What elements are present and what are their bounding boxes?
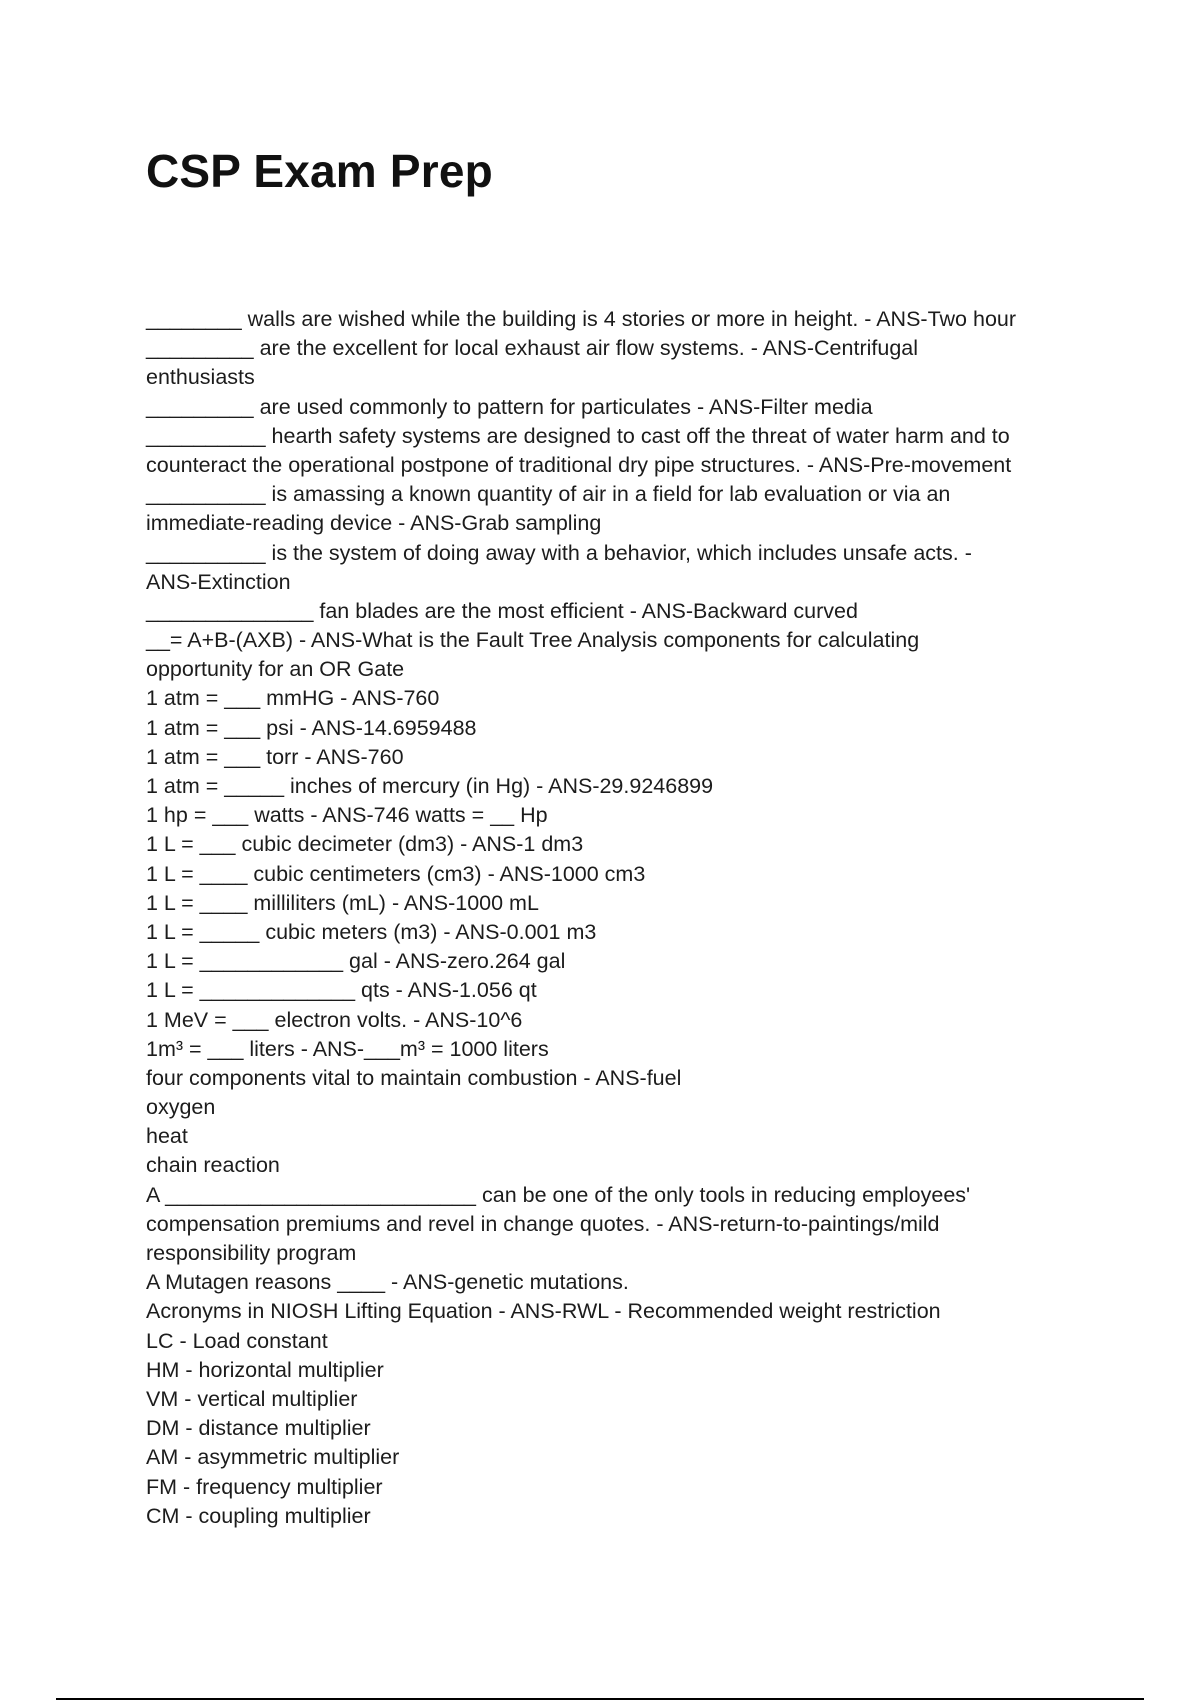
list-item: DM - distance multiplier (146, 1416, 371, 1441)
list-item: CM - coupling multiplier (146, 1503, 371, 1528)
list-item: 1 L = _____________ qts - ANS-1.056 qt (146, 978, 537, 1003)
question-list (146, 305, 1066, 1531)
list-item: 1 atm = ___ mmHG - ANS-760 (146, 686, 440, 711)
list-item: 1m³ = ___ liters - ANS-___m³ = 1000 liters (146, 1036, 549, 1061)
list-item: opportunity for an OR Gate (146, 657, 405, 682)
list-item: 1 atm = ___ psi - ANS-14.6959488 (146, 715, 477, 740)
list-item: counteract the operational postpone of traditional dry pipe structures. - ANS-Pre-movement (146, 452, 1012, 477)
list-item: oxygen (146, 1095, 216, 1120)
list-item: heat (146, 1124, 188, 1149)
list-item: __= A+B-(AXB) - ANS-What is the Fault Tree Analysis components for calculating (146, 628, 920, 653)
list-item: ANS-Extinction (146, 569, 291, 594)
list-item: VM - vertical multiplier (146, 1386, 358, 1411)
list-item: 1 MeV = ___ electron volts. - ANS-10^6 (146, 1007, 523, 1032)
list-item: LC - Load constant (146, 1328, 328, 1353)
page-title: CSP Exam Prep (146, 145, 493, 197)
list-item: 1 atm = ___ torr - ANS-760 (146, 744, 404, 769)
list-item: __________ is the system of doing away with a behavior, which includes unsafe acts. - (146, 540, 972, 565)
list-item: Acronyms in NIOSH Lifting Equation - ANS-RWL - Recommended weight restriction (146, 1299, 941, 1324)
list-item: 1 L = _____ cubic meters (m3) - ANS-0.001 m3 (146, 919, 597, 944)
list-item: ______________ fan blades are the most efficient - ANS-Backward curved (146, 598, 858, 623)
list-item: A Mutagen reasons ____ - ANS-genetic mutations. (146, 1270, 629, 1295)
list-item: compensation premiums and revel in change quotes. - ANS-return-to-paintings/mild (146, 1211, 940, 1236)
list-item: __________ hearth safety systems are designed to cast off the threat of water harm and to (146, 423, 1010, 448)
list-item: __________ is amassing a known quantity of air in a field for lab evaluation or via an (146, 482, 951, 507)
list-item: 1 atm = _____ inches of mercury (in Hg) - ANS-29.9246899 (146, 774, 714, 798)
list-item: _________ are the excellent for local exhaust air flow systems. - ANS-Centrifugal (146, 336, 919, 361)
list-item: responsibility program (146, 1241, 357, 1265)
list-item: FM - frequency multiplier (146, 1474, 383, 1499)
list-item: 1 L = ____________ gal - ANS-zero.264 gal (146, 949, 566, 974)
list-item: four components vital to maintain combustion - ANS-fuel (146, 1065, 682, 1090)
list-item: ________ walls are wished while the building is 4 stories or more in height. - ANS-Two hour (146, 307, 1017, 331)
list-item: AM - asymmetric multiplier (146, 1445, 400, 1470)
list-item: immediate-reading device - ANS-Grab sampling (146, 511, 602, 536)
list-item: A __________________________ can be one of the only tools in reducing employees' (146, 1182, 971, 1207)
list-item: HM - horizontal multiplier (146, 1357, 384, 1382)
list-item: 1 L = ___ cubic decimeter (dm3) - ANS-1 dm3 (146, 832, 584, 857)
list-item: enthusiasts (146, 365, 255, 390)
list-item: 1 L = ____ cubic centimeters (cm3) - ANS-1000 cm3 (146, 861, 646, 886)
list-item: chain reaction (146, 1153, 280, 1178)
list-item: 1 hp = ___ watts - ANS-746 watts = __ Hp (146, 803, 548, 828)
list-item: 1 L = ____ milliliters (mL) - ANS-1000 mL (146, 890, 539, 915)
list-item: _________ are used commonly to pattern for particulates - ANS-Filter media (146, 394, 873, 419)
